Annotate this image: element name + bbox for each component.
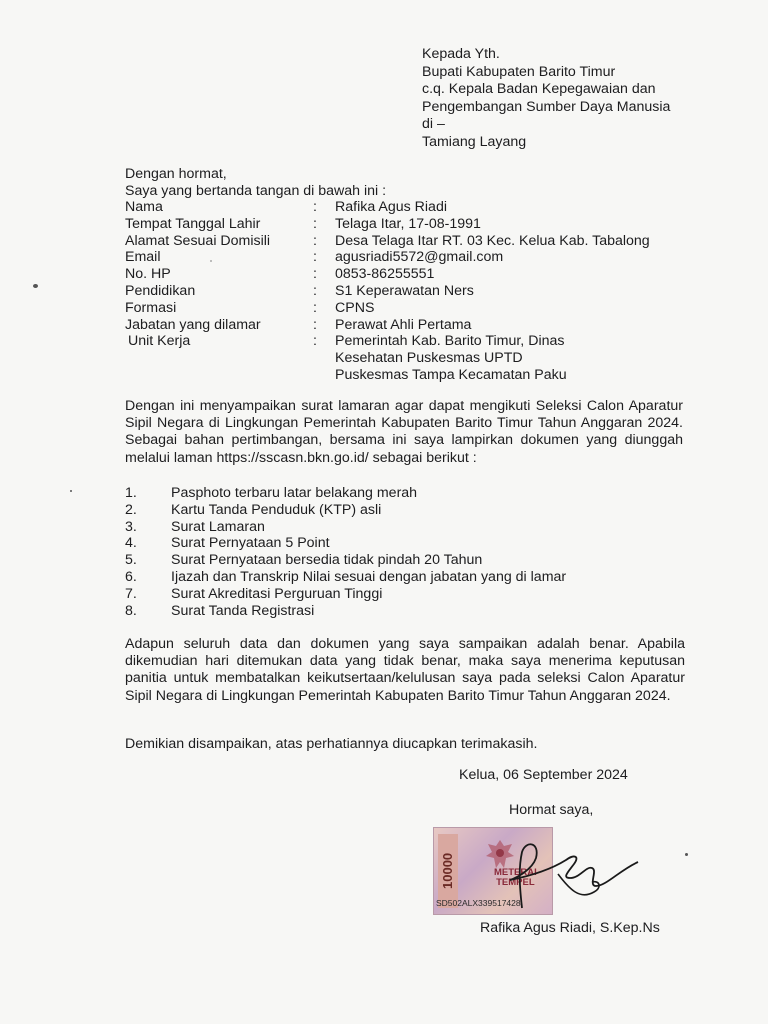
list-text: Surat Lamaran <box>171 518 265 535</box>
list-number: 4. <box>125 535 137 552</box>
info-label: Tempat Tanggal Lahir <box>125 215 261 232</box>
list-text: Surat Pernyataan bersedia tidak pindah 20 Tahun <box>171 552 483 569</box>
info-row-jabatan <box>125 317 650 334</box>
info-colon: : <box>313 249 317 266</box>
greeting: Dengan hormat, <box>125 166 227 182</box>
list-item <box>125 535 566 552</box>
info-value: Pemerintah Kab. Barito Timur, Dinas <box>335 333 565 350</box>
info-row-formasi <box>125 300 650 317</box>
attachment-list <box>125 485 566 619</box>
info-label: Alamat Sesuai Domisili <box>125 232 271 249</box>
body-paragraph-2: Adapun seluruh data dan dokumen yang saya sampaikan adalah benar. Apabila dikemudian hari ditemukan data yang tidak benar, maka saya menerima keputusan panitia untuk membatalkan keikutsertaan/kelulusan saya pada seleksi Calon Aparatur Sipil Negara di Lingkungan Pemerintah Kabupaten Barito Timur Tahun Anggaran 2024. <box>125 636 685 704</box>
info-value: CPNS <box>335 299 375 316</box>
info-value: S1 Keperawatan Ners <box>335 282 474 299</box>
signer-name: Rafika Agus Riadi, S.Kep.Ns <box>480 920 660 936</box>
intro-line: Saya yang bertanda tangan di bawah ini : <box>125 183 387 199</box>
info-value: Telaga Itar, 17-08-1991 <box>335 215 481 232</box>
info-row-nama <box>125 199 650 216</box>
recipient-line: Tamiang Layang <box>422 133 527 150</box>
info-label: Unit Kerja <box>128 333 191 350</box>
recipient-line: Bupati Kabupaten Barito Timur <box>422 63 616 80</box>
info-row-alamat <box>125 233 650 250</box>
info-value-multiline <box>335 333 567 383</box>
info-label: Nama <box>125 199 163 215</box>
recipient-line: Kepada Yth. <box>422 46 500 62</box>
stamp-value: 10000 <box>438 834 458 908</box>
list-number: 6. <box>125 568 137 585</box>
info-row-ttl <box>125 216 650 233</box>
info-value: Desa Telaga Itar RT. 03 Kec. Kelua Kab. Tabalong <box>335 232 650 249</box>
info-value: Rafika Agus Riadi <box>335 199 447 215</box>
list-number: 8. <box>125 602 137 619</box>
info-label: Pendidikan <box>125 282 196 299</box>
applicant-info <box>125 199 650 384</box>
list-item <box>125 485 566 502</box>
info-label: Formasi <box>125 299 177 316</box>
info-row-hp <box>125 266 650 283</box>
scan-speck <box>210 260 212 262</box>
list-text: Pasphoto terbaru latar belakang merah <box>171 485 418 501</box>
opening <box>125 166 386 200</box>
info-colon: : <box>313 316 317 333</box>
info-colon: : <box>313 266 317 283</box>
list-text: Ijazah dan Transkrip Nilai sesuai dengan jabatan yang di lamar <box>171 568 567 585</box>
recipient-block <box>422 46 670 151</box>
closing-line: Demikian disampaikan, atas perhatiannya diucapkan terimakasih. <box>125 736 538 752</box>
stamp-title-line: TEMPEL <box>496 877 535 888</box>
place-date: Kelua, 06 September 2024 <box>459 767 628 783</box>
info-row-pendidikan <box>125 283 650 300</box>
list-number: 3. <box>125 518 137 535</box>
regards: Hormat saya, <box>509 802 594 818</box>
info-colon: : <box>313 215 317 232</box>
info-value: 0853-86255551 <box>335 266 435 283</box>
info-value: Puskesmas Tampa Kecamatan Paku <box>335 366 567 383</box>
list-text: Kartu Tanda Penduduk (KTP) asli <box>171 501 382 518</box>
info-label: Email <box>125 249 161 266</box>
list-item <box>125 552 566 569</box>
info-value: agusriadi5572@gmail.com <box>335 249 504 266</box>
info-colon: : <box>313 299 317 316</box>
list-item <box>125 519 566 536</box>
recipient-line: Pengembangan Sumber Daya Manusia <box>422 98 671 115</box>
list-item <box>125 502 566 519</box>
info-colon: : <box>313 199 317 215</box>
recipient-line: c.q. Kepala Badan Kepegawaian dan <box>422 81 656 97</box>
scan-speck <box>33 284 38 288</box>
list-number: 5. <box>125 552 137 569</box>
list-number: 1. <box>125 485 137 501</box>
info-colon: : <box>313 282 317 299</box>
list-item <box>125 569 566 586</box>
body-paragraph-1: Dengan ini menyampaikan surat lamaran agar dapat mengikuti Seleksi Calon Aparatur Sipil Negara di Lingkungan Pemerintah Kabupaten Barito Timur Tahun Anggaran 2024. Sebagai bahan pertimbangan, bersama ini saya lampirkan dokumen yang diunggah melalui laman https://sscasn.bkn.go.id/ sebagai berikut : <box>125 398 683 466</box>
info-value: Perawat Ahli Pertama <box>335 316 472 333</box>
stamp-serial: SD502ALX339517428 <box>436 898 521 908</box>
list-number: 2. <box>125 501 137 518</box>
scan-speck <box>70 490 72 492</box>
list-text: Surat Pernyataan 5 Point <box>171 535 330 552</box>
info-value: Kesehatan Puskesmas UPTD <box>335 350 523 367</box>
info-colon: : <box>313 333 317 350</box>
info-label: Jabatan yang dilamar <box>125 316 261 333</box>
info-colon: : <box>313 232 317 249</box>
list-number: 7. <box>125 585 137 602</box>
list-item <box>125 603 566 620</box>
info-row-unit-kerja <box>125 333 650 383</box>
handwritten-signature <box>470 830 650 920</box>
list-text: Surat Tanda Registrasi <box>171 602 315 619</box>
list-item <box>125 586 566 603</box>
scan-speck <box>685 853 688 856</box>
info-row-email <box>125 249 650 266</box>
list-text: Surat Akreditasi Perguruan Tinggi <box>171 585 383 602</box>
stamp-title-line: METERAI <box>494 867 537 878</box>
recipient-line: di – <box>422 116 445 132</box>
info-label: No. HP <box>125 266 171 283</box>
